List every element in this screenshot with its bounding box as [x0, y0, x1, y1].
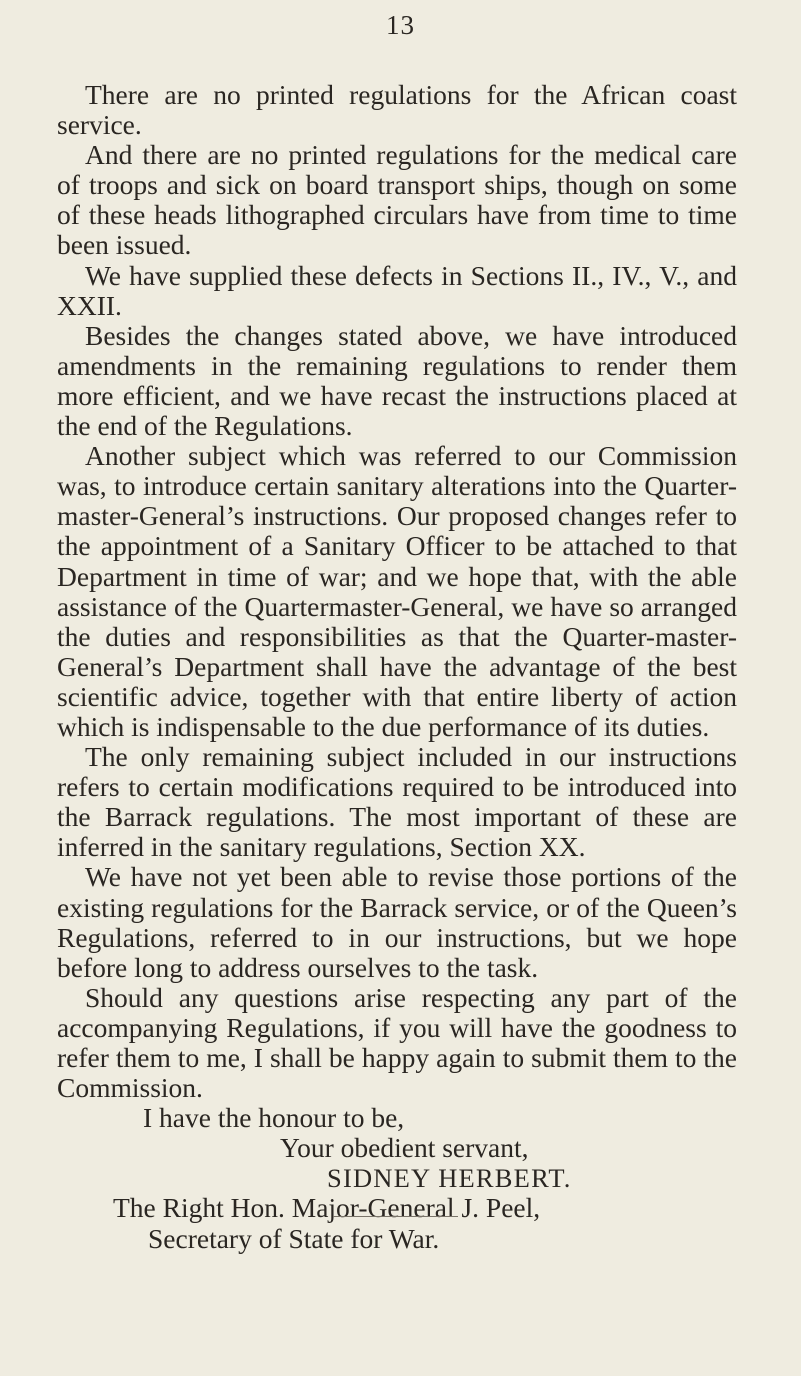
addressee-title: Secretary of State for War. — [148, 1222, 440, 1254]
paragraph-revision: We have not yet been able to revise those portions of the existing regulations for the Barrack service, or of the Queen’s Regulations, referred to in our instructions, but we hope before long to address ourselves to the task. — [57, 861, 737, 983]
paragraph-quartermaster: Another subject which was referred to our Commission was, to introduce certain sanitary alterations into the Quarter-master-General’s instructions. Our proposed changes refer to the appointment of a Sanitary Officer to be attached to that Department in time of war; and we hope that, with the able assistance of the Quartermaster-General, we have so arranged the duties and responsibilities as that the Quarter-master-General’s Department shall have the advantage of the best scientific advice, together with that entire liberty of action which is indispensable to the due performance of its duties. — [57, 440, 737, 742]
paragraph-questions: Should any questions arise respecting any part of the accompanying Regulations, if you will have the goodness to refer them to me, I shall be happy again to submit them to the Commission. — [57, 981, 737, 1104]
page-number: 13 — [386, 10, 415, 40]
addressee-block — [57, 1193, 737, 1253]
closing-rule — [333, 1216, 458, 1217]
paragraph-barrack-regulations: The only remaining subject included in our instructions refers to certain modifications required to be introduced into the Barrack regulations. The most important of these are inferred in the sanitary regulations, Section XX. — [57, 741, 737, 863]
letter-body — [57, 80, 737, 1254]
addressee-name: The Right Hon. Major-General J. Peel, — [113, 1192, 541, 1224]
signature: SIDNEY HERBERT. — [327, 1163, 572, 1194]
letter-closing — [57, 1103, 737, 1193]
closing-servant: Your obedient servant, — [280, 1132, 529, 1164]
paragraph-sections-supplied: We have supplied these defects in Sections II., IV., V., and XXII. — [57, 259, 737, 321]
closing-honour: I have the honour to be, — [143, 1102, 405, 1134]
paragraph-african-coast: There are no printed regulations for the African coast service. — [57, 79, 737, 141]
paragraph-amendments: Besides the changes stated above, we have introduced amendments in the remaining regulations to render them more efficient, and we have recast the instructions placed at the end of the Regulations. — [57, 319, 737, 442]
paragraph-transport-ships: And there are no printed regulations for the medical care of troops and sick on board transport ships, though on some of these heads lithographed circulars have from time to time been issued. — [57, 139, 737, 261]
